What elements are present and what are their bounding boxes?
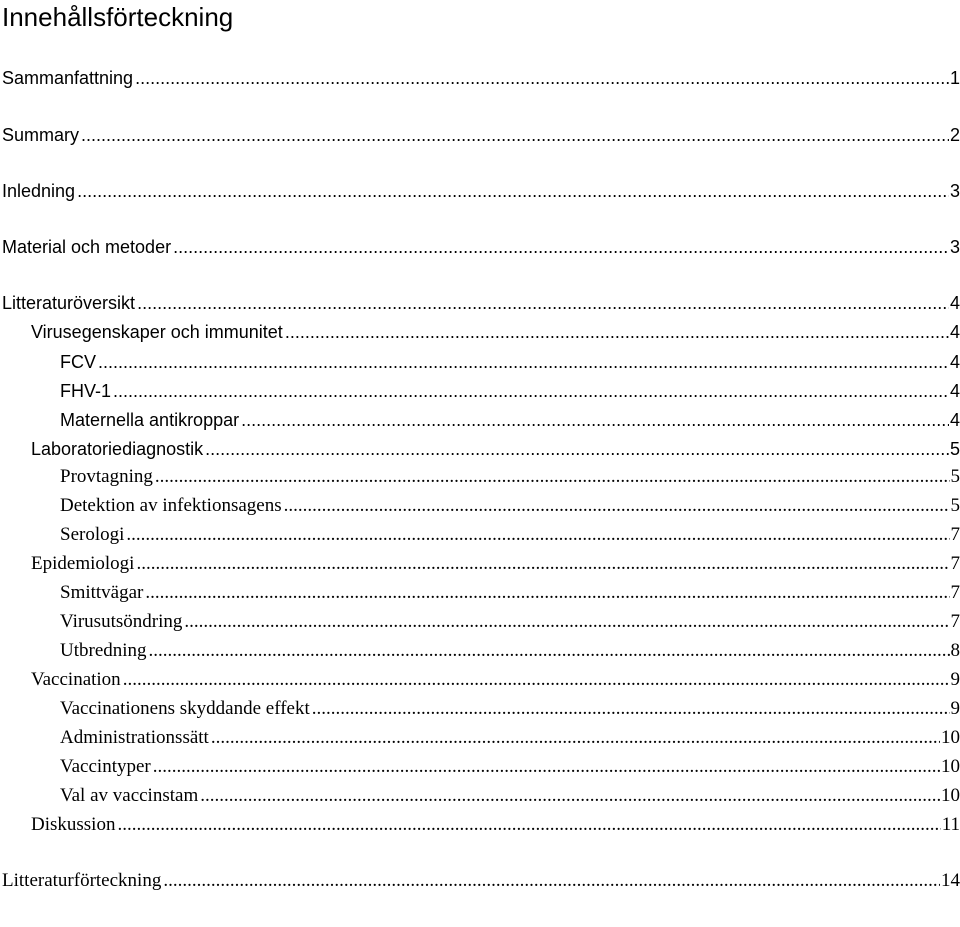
toc-entry-label: Provtagning <box>60 466 153 487</box>
toc-entry-label: Virusegenskaper och immunitet <box>31 322 283 342</box>
toc-entry-page-number: 4 <box>949 293 960 313</box>
dot-leader <box>126 523 949 547</box>
toc-entry-label: Vaccinationens skyddande effekt <box>60 698 310 719</box>
toc-entry-label: Maternella antikroppar <box>60 410 240 430</box>
toc-entry-label: Laboratoriediagnostik <box>31 439 204 459</box>
toc-entry-page-number: 8 <box>950 640 960 661</box>
dot-leader <box>81 123 949 147</box>
toc-entry-label: Diskussion <box>31 814 116 835</box>
toc-entry-label: Smittvägar <box>60 582 144 603</box>
toc-entry-litteraturforteckning[interactable] <box>2 869 960 893</box>
toc-entry-label: Administrationssätt <box>60 727 209 748</box>
toc-entry-epidemiologi[interactable] <box>31 552 960 576</box>
toc-entry-label: Detektion av infektionsagens <box>60 495 282 516</box>
toc-entry-page-number: 4 <box>949 322 960 342</box>
toc-entry-virusutsondring[interactable] <box>60 610 960 634</box>
toc-entry-label: FHV-1 <box>60 381 112 401</box>
toc-entry-label: Litteraturöversikt <box>2 293 136 313</box>
toc-entry-administrationssatt[interactable] <box>60 726 960 750</box>
dot-leader <box>163 869 940 893</box>
dot-leader <box>98 350 949 374</box>
toc-entry-virusegenskaper[interactable] <box>31 320 960 344</box>
dot-leader <box>200 784 940 808</box>
page-title: Innehållsförteckning <box>2 2 234 32</box>
toc-entry-page-number: 1 <box>949 68 960 88</box>
dot-leader <box>113 379 949 403</box>
toc-entry-summary[interactable] <box>2 123 960 147</box>
toc-entry-label: FCV <box>60 352 96 372</box>
toc-entry-page-number: 14 <box>941 870 960 891</box>
toc-entry-page-number: 5 <box>950 466 960 487</box>
toc-entry-page-number: 10 <box>941 785 960 806</box>
toc-entry-fcv[interactable] <box>60 350 960 374</box>
dot-leader <box>173 235 949 259</box>
toc-entry-vaccinationens-skyddande-effekt[interactable] <box>60 697 960 721</box>
toc-entry-label: Utbredning <box>60 640 147 661</box>
toc-entry-fhv-1[interactable] <box>60 379 960 403</box>
toc-entry-page-number: 10 <box>941 756 960 777</box>
toc-entry-page-number: 7 <box>950 611 960 632</box>
dot-leader <box>77 179 949 203</box>
dot-leader <box>123 668 950 692</box>
toc-entry-page-number: 9 <box>950 669 960 690</box>
dot-leader <box>135 66 949 90</box>
toc-entry-label: Material och metoder <box>2 237 172 257</box>
toc-entry-label: Litteraturförteckning <box>2 870 162 891</box>
toc-entry-page-number: 4 <box>949 381 960 401</box>
dot-leader <box>136 552 949 576</box>
toc-entry-provtagning[interactable] <box>60 465 960 489</box>
toc-entry-page-number: 7 <box>950 553 960 574</box>
toc-entry-laboratoriediagnostik[interactable] <box>31 437 960 461</box>
dot-leader <box>312 697 950 721</box>
dot-leader <box>284 494 950 518</box>
toc-entry-detektion[interactable] <box>60 494 960 518</box>
dot-leader <box>155 465 950 489</box>
toc-entry-val-av-vaccinstam[interactable] <box>60 784 960 808</box>
dot-leader <box>149 639 950 663</box>
toc-entry-utbredning[interactable] <box>60 639 960 663</box>
toc-entry-label: Vaccintyper <box>60 756 151 777</box>
toc-entry-page-number: 10 <box>941 727 960 748</box>
toc-entry-page-number: 5 <box>949 439 960 459</box>
toc-entry-page-number: 3 <box>949 237 960 257</box>
toc-entry-page-number: 9 <box>950 698 960 719</box>
toc-entry-label: Serologi <box>60 524 125 545</box>
toc-entry-inledning[interactable] <box>2 179 960 203</box>
toc-entry-page-number: 11 <box>941 814 960 835</box>
toc-entry-page-number: 4 <box>949 352 960 372</box>
toc-entry-label: Vaccination <box>31 669 121 690</box>
toc-entry-label: Val av vaccinstam <box>60 785 199 806</box>
toc-entry-smittvagar[interactable] <box>60 581 960 605</box>
dot-leader <box>211 726 940 750</box>
dot-leader <box>153 755 940 779</box>
toc-entry-litteraturoversikt[interactable] <box>2 291 960 315</box>
dot-leader <box>117 813 940 837</box>
toc-entry-maternella-antikroppar[interactable] <box>60 408 960 432</box>
dot-leader <box>241 408 949 432</box>
toc-entry-label: Epidemiologi <box>31 553 135 574</box>
toc-entry-page-number: 2 <box>949 125 960 145</box>
dot-leader <box>145 581 949 605</box>
toc-entry-sammanfattning[interactable] <box>2 66 960 90</box>
toc-entry-vaccintyper[interactable] <box>60 755 960 779</box>
toc-entry-page-number: 5 <box>950 495 960 516</box>
toc-entry-page-number: 7 <box>950 524 960 545</box>
dot-leader <box>184 610 949 634</box>
dot-leader <box>285 320 949 344</box>
toc-entry-vaccination[interactable] <box>31 668 960 692</box>
toc-entry-label: Sammanfattning <box>2 68 134 88</box>
toc-entry-diskussion[interactable] <box>31 813 960 837</box>
toc-entry-material-och-metoder[interactable] <box>2 235 960 259</box>
toc-entry-serologi[interactable] <box>60 523 960 547</box>
toc-entry-label: Summary <box>2 125 80 145</box>
toc-entry-page-number: 7 <box>950 582 960 603</box>
toc-entry-page-number: 4 <box>949 410 960 430</box>
toc-entry-label: Virusutsöndring <box>60 611 183 632</box>
toc-entry-label: Inledning <box>2 181 76 201</box>
dot-leader <box>137 291 949 315</box>
toc-entry-page-number: 3 <box>949 181 960 201</box>
dot-leader <box>205 437 949 461</box>
